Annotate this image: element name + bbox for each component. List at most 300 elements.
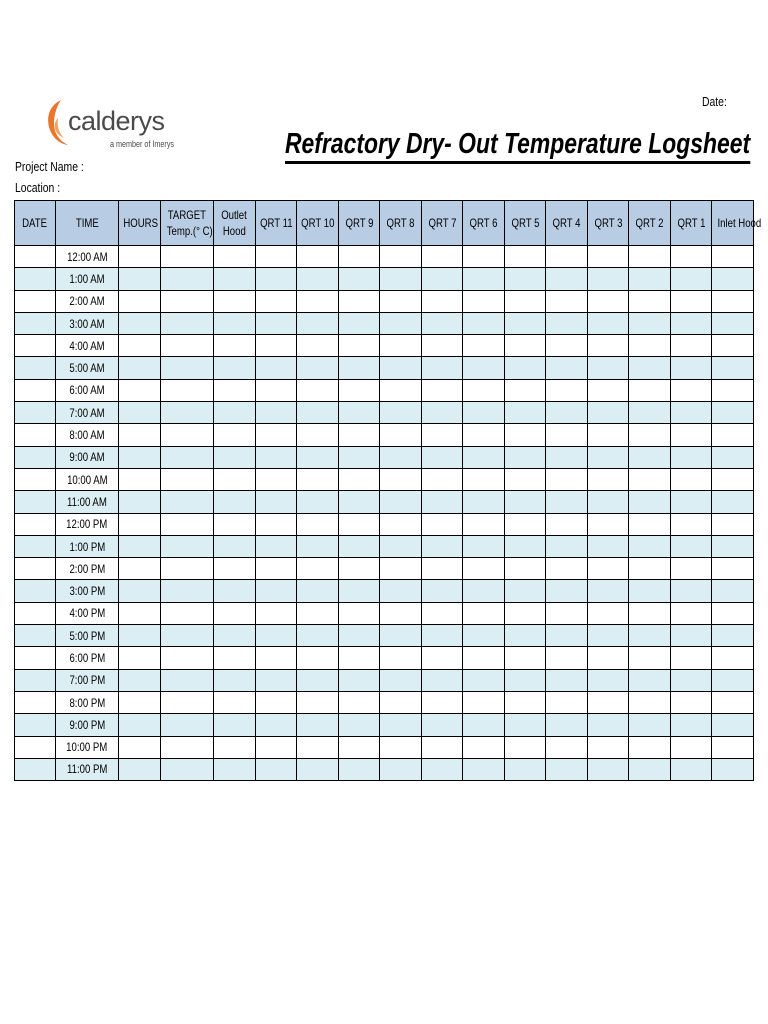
entry-cell[interactable] — [119, 379, 161, 401]
entry-cell[interactable] — [629, 246, 671, 268]
entry-cell[interactable] — [15, 402, 56, 424]
entry-cell[interactable] — [15, 424, 56, 446]
entry-cell[interactable] — [297, 558, 339, 580]
entry-cell[interactable] — [671, 335, 712, 357]
entry-cell[interactable] — [629, 691, 671, 713]
entry-cell[interactable] — [671, 446, 712, 468]
entry-cell[interactable] — [15, 714, 56, 736]
entry-cell[interactable] — [505, 379, 546, 401]
entry-cell[interactable] — [422, 736, 463, 758]
entry-cell[interactable] — [380, 424, 422, 446]
entry-cell[interactable] — [15, 335, 56, 357]
entry-cell[interactable] — [546, 335, 588, 357]
entry-cell[interactable] — [422, 602, 463, 624]
entry-cell[interactable] — [380, 513, 422, 535]
entry-cell[interactable] — [463, 268, 505, 290]
entry-cell[interactable] — [214, 268, 256, 290]
entry-cell[interactable] — [588, 402, 629, 424]
entry-cell[interactable] — [422, 312, 463, 334]
entry-cell[interactable] — [712, 335, 754, 357]
entry-cell[interactable] — [505, 714, 546, 736]
entry-cell[interactable] — [505, 290, 546, 312]
entry-cell[interactable] — [256, 580, 297, 602]
entry-cell[interactable] — [463, 357, 505, 379]
entry-cell[interactable] — [297, 335, 339, 357]
entry-cell[interactable] — [422, 268, 463, 290]
entry-cell[interactable] — [380, 669, 422, 691]
entry-cell[interactable] — [422, 535, 463, 557]
entry-cell[interactable] — [297, 758, 339, 780]
entry-cell[interactable] — [671, 691, 712, 713]
entry-cell[interactable] — [214, 246, 256, 268]
entry-cell[interactable] — [712, 290, 754, 312]
entry-cell[interactable] — [256, 446, 297, 468]
entry-cell[interactable] — [463, 558, 505, 580]
entry-cell[interactable] — [256, 357, 297, 379]
entry-cell[interactable] — [422, 580, 463, 602]
entry-cell[interactable] — [422, 513, 463, 535]
entry-cell[interactable] — [119, 468, 161, 490]
entry-cell[interactable] — [119, 558, 161, 580]
entry-cell[interactable] — [256, 312, 297, 334]
entry-cell[interactable] — [256, 602, 297, 624]
entry-cell[interactable] — [339, 736, 380, 758]
entry-cell[interactable] — [712, 357, 754, 379]
entry-cell[interactable] — [297, 491, 339, 513]
entry-cell[interactable] — [712, 312, 754, 334]
entry-cell[interactable] — [546, 758, 588, 780]
entry-cell[interactable] — [380, 335, 422, 357]
entry-cell[interactable] — [297, 379, 339, 401]
entry-cell[interactable] — [463, 647, 505, 669]
entry-cell[interactable] — [161, 268, 214, 290]
entry-cell[interactable] — [161, 714, 214, 736]
entry-cell[interactable] — [119, 625, 161, 647]
entry-cell[interactable] — [297, 580, 339, 602]
entry-cell[interactable] — [463, 714, 505, 736]
entry-cell[interactable] — [297, 446, 339, 468]
entry-cell[interactable] — [339, 625, 380, 647]
entry-cell[interactable] — [588, 424, 629, 446]
entry-cell[interactable] — [339, 602, 380, 624]
entry-cell[interactable] — [463, 290, 505, 312]
entry-cell[interactable] — [119, 535, 161, 557]
entry-cell[interactable] — [671, 758, 712, 780]
entry-cell[interactable] — [161, 602, 214, 624]
entry-cell[interactable] — [380, 691, 422, 713]
entry-cell[interactable] — [588, 513, 629, 535]
entry-cell[interactable] — [15, 691, 56, 713]
entry-cell[interactable] — [339, 468, 380, 490]
entry-cell[interactable] — [671, 246, 712, 268]
entry-cell[interactable] — [256, 468, 297, 490]
entry-cell[interactable] — [15, 468, 56, 490]
entry-cell[interactable] — [629, 669, 671, 691]
entry-cell[interactable] — [422, 446, 463, 468]
entry-cell[interactable] — [214, 558, 256, 580]
entry-cell[interactable] — [297, 625, 339, 647]
entry-cell[interactable] — [671, 491, 712, 513]
entry-cell[interactable] — [119, 691, 161, 713]
entry-cell[interactable] — [214, 379, 256, 401]
entry-cell[interactable] — [671, 714, 712, 736]
entry-cell[interactable] — [671, 669, 712, 691]
entry-cell[interactable] — [256, 491, 297, 513]
entry-cell[interactable] — [256, 714, 297, 736]
entry-cell[interactable] — [119, 335, 161, 357]
entry-cell[interactable] — [629, 513, 671, 535]
entry-cell[interactable] — [339, 357, 380, 379]
entry-cell[interactable] — [588, 357, 629, 379]
entry-cell[interactable] — [629, 379, 671, 401]
entry-cell[interactable] — [15, 558, 56, 580]
entry-cell[interactable] — [629, 424, 671, 446]
entry-cell[interactable] — [712, 513, 754, 535]
entry-cell[interactable] — [256, 402, 297, 424]
entry-cell[interactable] — [339, 290, 380, 312]
entry-cell[interactable] — [15, 758, 56, 780]
entry-cell[interactable] — [339, 246, 380, 268]
entry-cell[interactable] — [15, 290, 56, 312]
entry-cell[interactable] — [339, 312, 380, 334]
entry-cell[interactable] — [629, 758, 671, 780]
entry-cell[interactable] — [256, 335, 297, 357]
entry-cell[interactable] — [463, 402, 505, 424]
entry-cell[interactable] — [588, 625, 629, 647]
entry-cell[interactable] — [546, 312, 588, 334]
entry-cell[interactable] — [629, 290, 671, 312]
entry-cell[interactable] — [629, 312, 671, 334]
entry-cell[interactable] — [588, 312, 629, 334]
entry-cell[interactable] — [380, 602, 422, 624]
entry-cell[interactable] — [671, 625, 712, 647]
entry-cell[interactable] — [214, 535, 256, 557]
entry-cell[interactable] — [546, 580, 588, 602]
entry-cell[interactable] — [463, 513, 505, 535]
entry-cell[interactable] — [339, 758, 380, 780]
entry-cell[interactable] — [380, 714, 422, 736]
entry-cell[interactable] — [546, 625, 588, 647]
entry-cell[interactable] — [214, 468, 256, 490]
entry-cell[interactable] — [422, 379, 463, 401]
entry-cell[interactable] — [671, 647, 712, 669]
entry-cell[interactable] — [422, 669, 463, 691]
entry-cell[interactable] — [15, 602, 56, 624]
entry-cell[interactable] — [629, 268, 671, 290]
entry-cell[interactable] — [297, 669, 339, 691]
entry-cell[interactable] — [422, 246, 463, 268]
entry-cell[interactable] — [463, 446, 505, 468]
entry-cell[interactable] — [214, 669, 256, 691]
entry-cell[interactable] — [505, 246, 546, 268]
entry-cell[interactable] — [161, 290, 214, 312]
entry-cell[interactable] — [463, 246, 505, 268]
entry-cell[interactable] — [161, 669, 214, 691]
entry-cell[interactable] — [588, 558, 629, 580]
entry-cell[interactable] — [380, 402, 422, 424]
entry-cell[interactable] — [671, 268, 712, 290]
entry-cell[interactable] — [588, 714, 629, 736]
entry-cell[interactable] — [463, 758, 505, 780]
entry-cell[interactable] — [505, 312, 546, 334]
entry-cell[interactable] — [339, 268, 380, 290]
entry-cell[interactable] — [505, 357, 546, 379]
entry-cell[interactable] — [588, 290, 629, 312]
entry-cell[interactable] — [161, 246, 214, 268]
entry-cell[interactable] — [15, 246, 56, 268]
entry-cell[interactable] — [214, 491, 256, 513]
entry-cell[interactable] — [712, 758, 754, 780]
entry-cell[interactable] — [629, 446, 671, 468]
entry-cell[interactable] — [505, 446, 546, 468]
entry-cell[interactable] — [297, 290, 339, 312]
entry-cell[interactable] — [671, 558, 712, 580]
entry-cell[interactable] — [629, 335, 671, 357]
entry-cell[interactable] — [214, 290, 256, 312]
entry-cell[interactable] — [214, 736, 256, 758]
entry-cell[interactable] — [15, 513, 56, 535]
entry-cell[interactable] — [712, 714, 754, 736]
entry-cell[interactable] — [297, 602, 339, 624]
entry-cell[interactable] — [380, 468, 422, 490]
entry-cell[interactable] — [422, 468, 463, 490]
entry-cell[interactable] — [463, 625, 505, 647]
entry-cell[interactable] — [463, 580, 505, 602]
entry-cell[interactable] — [161, 758, 214, 780]
entry-cell[interactable] — [15, 625, 56, 647]
entry-cell[interactable] — [588, 379, 629, 401]
entry-cell[interactable] — [161, 513, 214, 535]
entry-cell[interactable] — [214, 602, 256, 624]
entry-cell[interactable] — [712, 669, 754, 691]
entry-cell[interactable] — [505, 602, 546, 624]
entry-cell[interactable] — [256, 379, 297, 401]
entry-cell[interactable] — [671, 424, 712, 446]
entry-cell[interactable] — [505, 424, 546, 446]
entry-cell[interactable] — [505, 736, 546, 758]
entry-cell[interactable] — [214, 647, 256, 669]
entry-cell[interactable] — [712, 535, 754, 557]
entry-cell[interactable] — [671, 513, 712, 535]
entry-cell[interactable] — [119, 312, 161, 334]
entry-cell[interactable] — [422, 335, 463, 357]
entry-cell[interactable] — [15, 357, 56, 379]
entry-cell[interactable] — [339, 714, 380, 736]
entry-cell[interactable] — [297, 268, 339, 290]
entry-cell[interactable] — [161, 535, 214, 557]
entry-cell[interactable] — [505, 580, 546, 602]
entry-cell[interactable] — [712, 424, 754, 446]
entry-cell[interactable] — [629, 402, 671, 424]
entry-cell[interactable] — [671, 602, 712, 624]
entry-cell[interactable] — [588, 535, 629, 557]
entry-cell[interactable] — [505, 402, 546, 424]
entry-cell[interactable] — [161, 402, 214, 424]
entry-cell[interactable] — [119, 290, 161, 312]
entry-cell[interactable] — [119, 513, 161, 535]
entry-cell[interactable] — [297, 647, 339, 669]
entry-cell[interactable] — [588, 246, 629, 268]
entry-cell[interactable] — [339, 691, 380, 713]
entry-cell[interactable] — [339, 335, 380, 357]
entry-cell[interactable] — [588, 580, 629, 602]
entry-cell[interactable] — [422, 625, 463, 647]
entry-cell[interactable] — [712, 446, 754, 468]
entry-cell[interactable] — [546, 602, 588, 624]
entry-cell[interactable] — [256, 647, 297, 669]
entry-cell[interactable] — [629, 625, 671, 647]
entry-cell[interactable] — [712, 691, 754, 713]
entry-cell[interactable] — [712, 379, 754, 401]
entry-cell[interactable] — [161, 691, 214, 713]
entry-cell[interactable] — [380, 446, 422, 468]
entry-cell[interactable] — [505, 513, 546, 535]
entry-cell[interactable] — [119, 758, 161, 780]
entry-cell[interactable] — [588, 647, 629, 669]
entry-cell[interactable] — [629, 491, 671, 513]
entry-cell[interactable] — [422, 714, 463, 736]
entry-cell[interactable] — [380, 491, 422, 513]
entry-cell[interactable] — [588, 736, 629, 758]
entry-cell[interactable] — [339, 580, 380, 602]
entry-cell[interactable] — [15, 580, 56, 602]
entry-cell[interactable] — [463, 669, 505, 691]
entry-cell[interactable] — [380, 268, 422, 290]
entry-cell[interactable] — [671, 736, 712, 758]
entry-cell[interactable] — [671, 580, 712, 602]
entry-cell[interactable] — [15, 736, 56, 758]
entry-cell[interactable] — [505, 335, 546, 357]
entry-cell[interactable] — [380, 290, 422, 312]
entry-cell[interactable] — [546, 491, 588, 513]
entry-cell[interactable] — [119, 736, 161, 758]
entry-cell[interactable] — [671, 535, 712, 557]
entry-cell[interactable] — [256, 513, 297, 535]
entry-cell[interactable] — [339, 513, 380, 535]
entry-cell[interactable] — [422, 357, 463, 379]
entry-cell[interactable] — [380, 246, 422, 268]
entry-cell[interactable] — [297, 246, 339, 268]
entry-cell[interactable] — [671, 402, 712, 424]
entry-cell[interactable] — [297, 714, 339, 736]
entry-cell[interactable] — [161, 647, 214, 669]
entry-cell[interactable] — [380, 357, 422, 379]
entry-cell[interactable] — [15, 312, 56, 334]
entry-cell[interactable] — [161, 357, 214, 379]
entry-cell[interactable] — [546, 535, 588, 557]
entry-cell[interactable] — [671, 312, 712, 334]
entry-cell[interactable] — [161, 491, 214, 513]
entry-cell[interactable] — [505, 669, 546, 691]
entry-cell[interactable] — [380, 580, 422, 602]
entry-cell[interactable] — [339, 379, 380, 401]
entry-cell[interactable] — [546, 268, 588, 290]
entry-cell[interactable] — [588, 468, 629, 490]
entry-cell[interactable] — [505, 268, 546, 290]
entry-cell[interactable] — [671, 290, 712, 312]
entry-cell[interactable] — [546, 402, 588, 424]
entry-cell[interactable] — [546, 379, 588, 401]
entry-cell[interactable] — [256, 625, 297, 647]
entry-cell[interactable] — [161, 424, 214, 446]
entry-cell[interactable] — [422, 758, 463, 780]
entry-cell[interactable] — [256, 558, 297, 580]
entry-cell[interactable] — [546, 691, 588, 713]
entry-cell[interactable] — [119, 491, 161, 513]
entry-cell[interactable] — [505, 625, 546, 647]
entry-cell[interactable] — [463, 424, 505, 446]
entry-cell[interactable] — [339, 402, 380, 424]
entry-cell[interactable] — [297, 691, 339, 713]
entry-cell[interactable] — [119, 714, 161, 736]
entry-cell[interactable] — [339, 535, 380, 557]
entry-cell[interactable] — [546, 290, 588, 312]
entry-cell[interactable] — [505, 758, 546, 780]
entry-cell[interactable] — [297, 312, 339, 334]
entry-cell[interactable] — [380, 625, 422, 647]
entry-cell[interactable] — [463, 736, 505, 758]
entry-cell[interactable] — [712, 246, 754, 268]
entry-cell[interactable] — [629, 736, 671, 758]
entry-cell[interactable] — [297, 402, 339, 424]
entry-cell[interactable] — [380, 535, 422, 557]
entry-cell[interactable] — [297, 513, 339, 535]
entry-cell[interactable] — [588, 758, 629, 780]
entry-cell[interactable] — [256, 535, 297, 557]
entry-cell[interactable] — [339, 669, 380, 691]
entry-cell[interactable] — [629, 558, 671, 580]
entry-cell[interactable] — [256, 268, 297, 290]
entry-cell[interactable] — [588, 669, 629, 691]
entry-cell[interactable] — [380, 379, 422, 401]
entry-cell[interactable] — [161, 580, 214, 602]
entry-cell[interactable] — [505, 468, 546, 490]
entry-cell[interactable] — [463, 335, 505, 357]
entry-cell[interactable] — [161, 558, 214, 580]
entry-cell[interactable] — [546, 669, 588, 691]
entry-cell[interactable] — [546, 714, 588, 736]
entry-cell[interactable] — [214, 513, 256, 535]
entry-cell[interactable] — [463, 691, 505, 713]
entry-cell[interactable] — [546, 513, 588, 535]
entry-cell[interactable] — [161, 335, 214, 357]
entry-cell[interactable] — [546, 246, 588, 268]
entry-cell[interactable] — [119, 602, 161, 624]
entry-cell[interactable] — [671, 468, 712, 490]
entry-cell[interactable] — [463, 312, 505, 334]
entry-cell[interactable] — [214, 691, 256, 713]
entry-cell[interactable] — [463, 535, 505, 557]
entry-cell[interactable] — [712, 491, 754, 513]
entry-cell[interactable] — [422, 402, 463, 424]
entry-cell[interactable] — [629, 468, 671, 490]
entry-cell[interactable] — [15, 268, 56, 290]
entry-cell[interactable] — [256, 736, 297, 758]
entry-cell[interactable] — [629, 357, 671, 379]
entry-cell[interactable] — [422, 424, 463, 446]
entry-cell[interactable] — [214, 580, 256, 602]
entry-cell[interactable] — [339, 446, 380, 468]
entry-cell[interactable] — [15, 379, 56, 401]
entry-cell[interactable] — [297, 736, 339, 758]
entry-cell[interactable] — [161, 468, 214, 490]
entry-cell[interactable] — [214, 446, 256, 468]
entry-cell[interactable] — [505, 691, 546, 713]
entry-cell[interactable] — [380, 312, 422, 334]
entry-cell[interactable] — [256, 424, 297, 446]
entry-cell[interactable] — [546, 424, 588, 446]
entry-cell[interactable] — [256, 246, 297, 268]
